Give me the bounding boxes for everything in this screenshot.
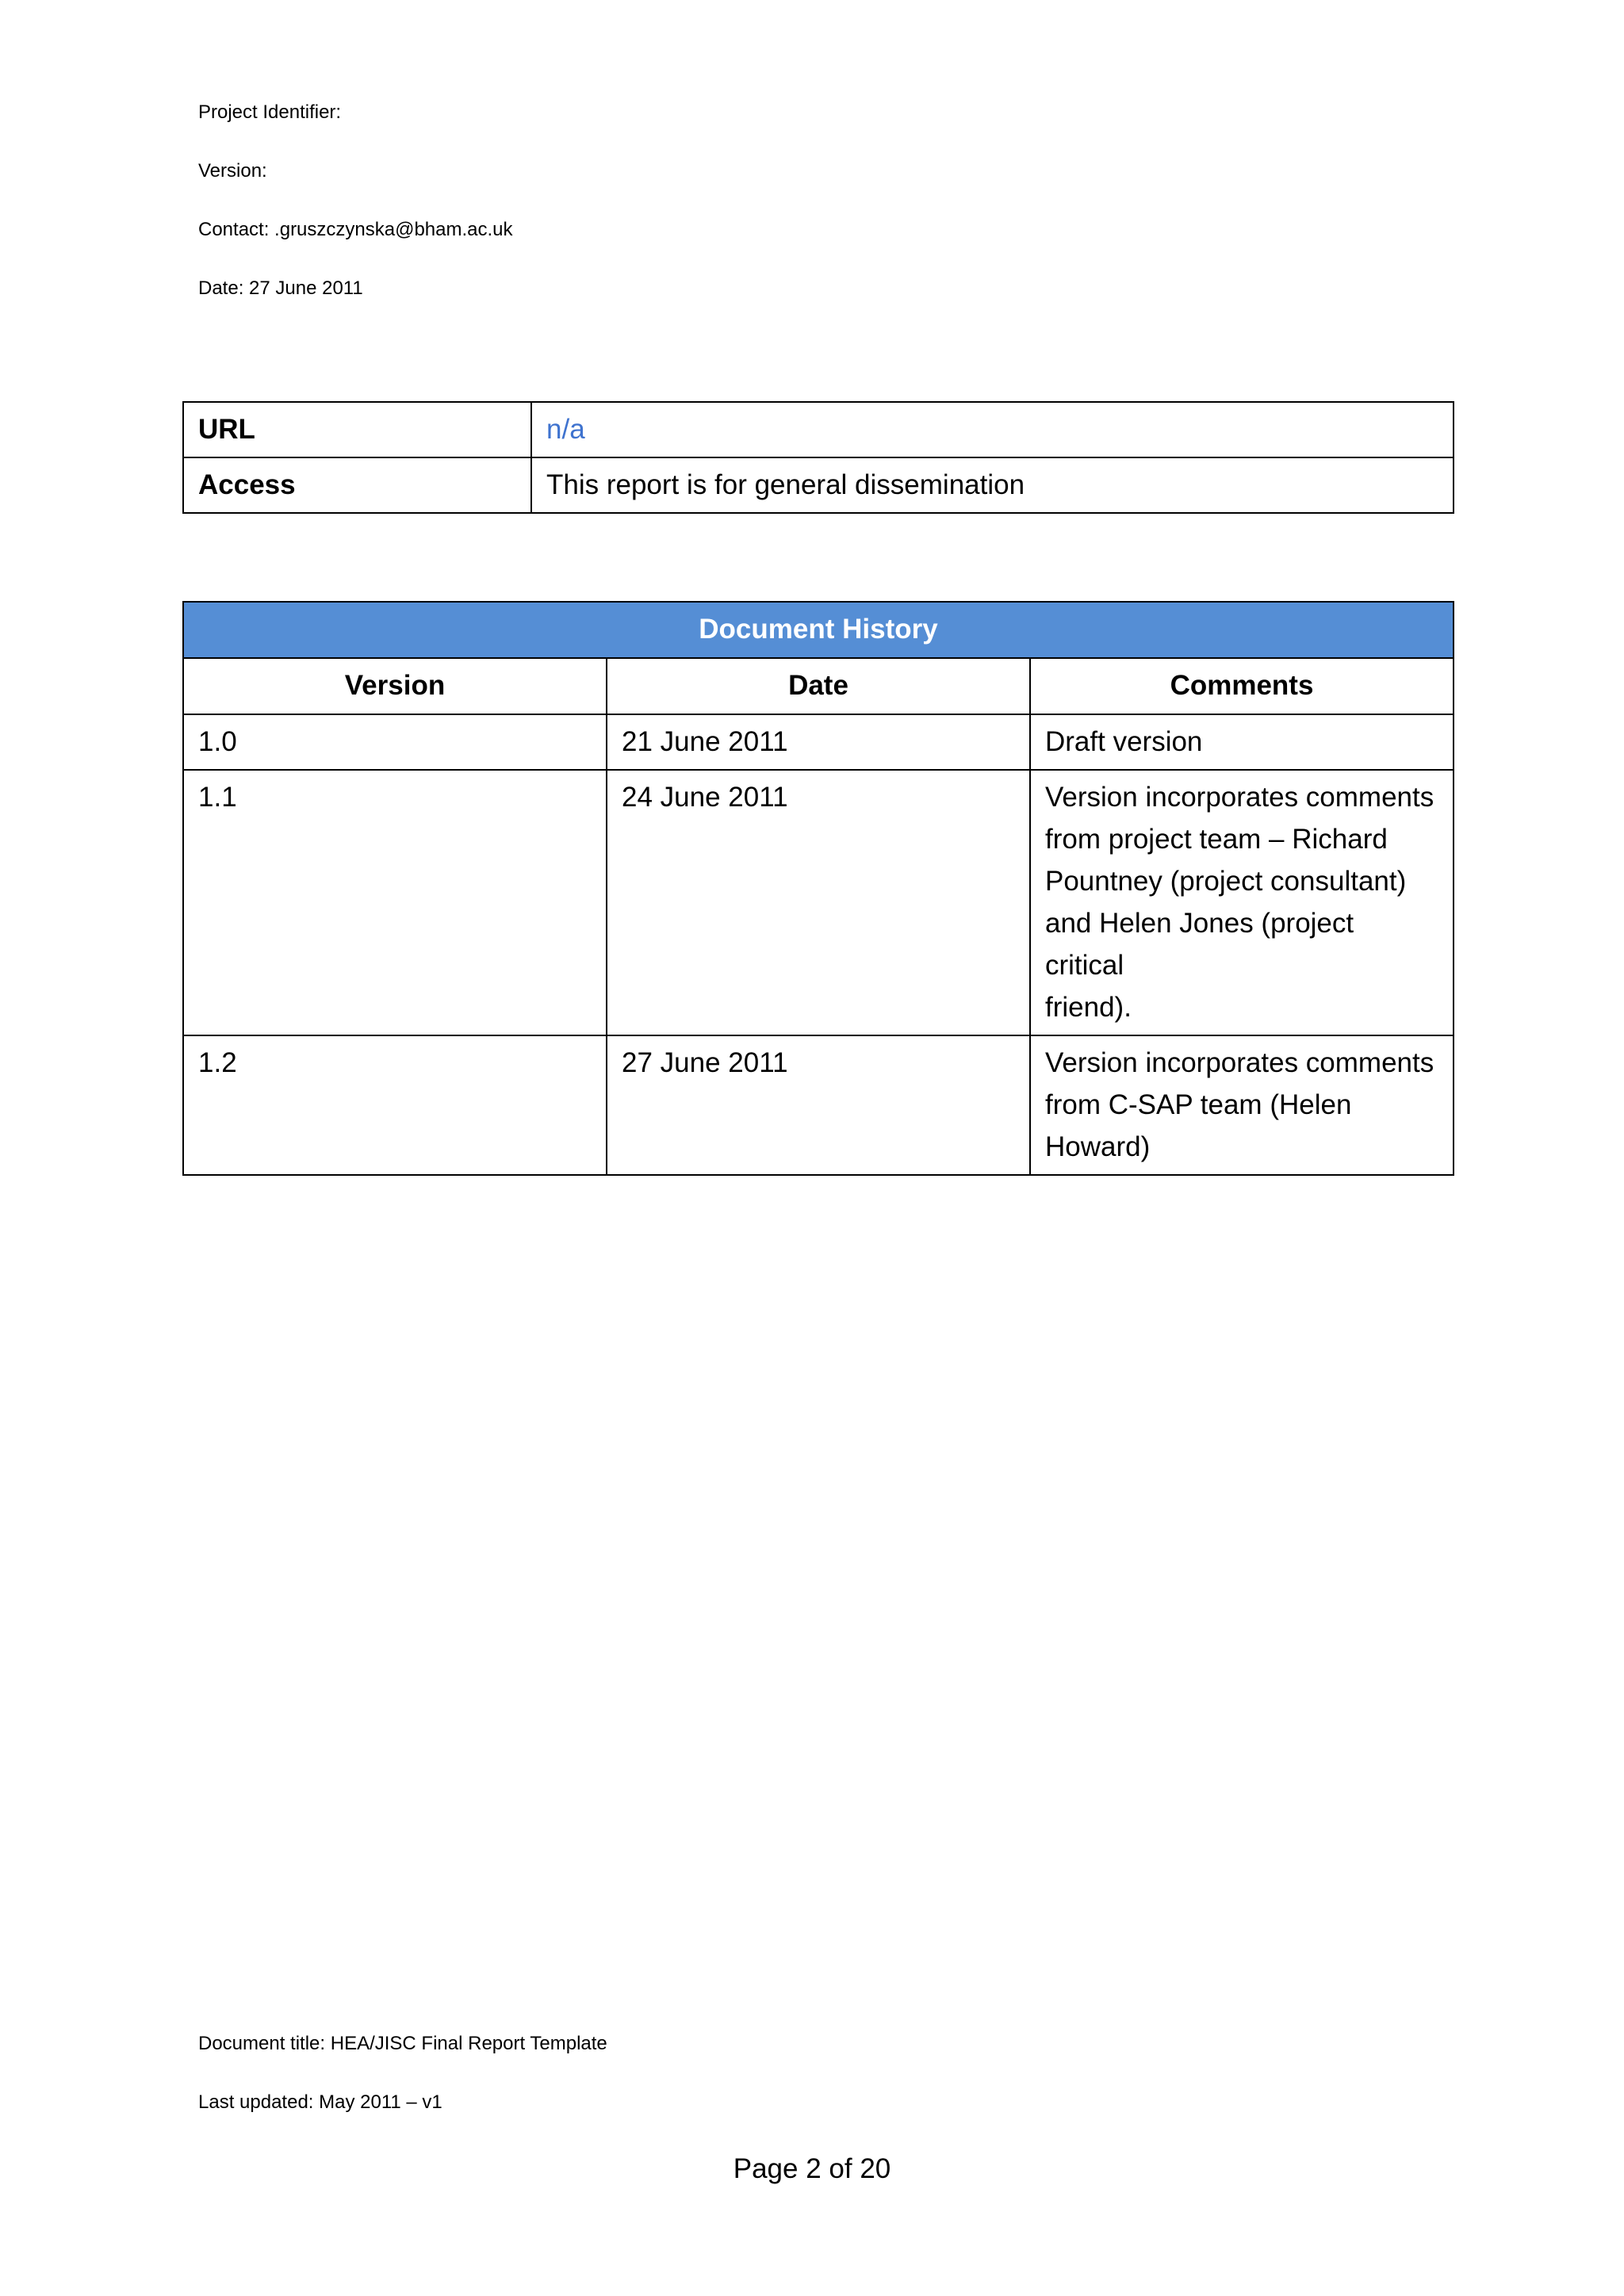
history-date-cell: 24 June 2011 xyxy=(607,770,1030,1035)
info-row-url xyxy=(183,402,1454,457)
info-table xyxy=(182,401,1454,514)
project-identifier-line: Project Identifier: xyxy=(198,101,342,123)
contact-line: Contact: .gruszczynska@bham.ac.uk xyxy=(198,219,513,240)
history-title-row xyxy=(183,602,1454,658)
date-line: Date: 27 June 2011 xyxy=(198,277,363,299)
comment-line: Howard) xyxy=(1045,1131,1151,1162)
info-value-access: This report is for general dissemination xyxy=(531,457,1454,513)
footer-last-updated: Last updated: May 2011 – v1 xyxy=(198,2091,442,2113)
info-value-url-link[interactable]: n/a xyxy=(531,402,1454,457)
table-row xyxy=(183,1035,1454,1175)
history-title: Document History xyxy=(183,602,1454,658)
history-date-cell: 21 June 2011 xyxy=(607,714,1030,770)
table-row xyxy=(183,714,1454,770)
comment-line: friend). xyxy=(1045,992,1132,1023)
page-number: Page 2 of 20 xyxy=(733,2153,891,2184)
comment-line: Version incorporates comments from C-SAP team (Helen xyxy=(1045,1047,1434,1120)
table-row xyxy=(183,770,1454,1035)
column-header-comments: Comments xyxy=(1030,658,1454,714)
history-comments-cell: Draft version xyxy=(1030,714,1454,770)
history-version-cell: 1.0 xyxy=(183,714,607,770)
version-line: Version: xyxy=(198,160,267,182)
info-label-access: Access xyxy=(183,457,531,513)
document-history-table xyxy=(182,601,1454,1176)
history-comments-cell xyxy=(1030,770,1454,1035)
comment-line: Version incorporates comments from project team – Richard xyxy=(1045,782,1434,855)
history-version-cell: 1.1 xyxy=(183,770,607,1035)
info-row-access xyxy=(183,457,1454,513)
column-header-version: Version xyxy=(183,658,607,714)
comment-line: Pountney (project consultant) and Helen Jones (project critical xyxy=(1045,866,1407,981)
footer-document-title: Document title: HEA/JISC Final Report Template xyxy=(198,2033,607,2054)
history-header-row xyxy=(183,658,1454,714)
history-comments-cell xyxy=(1030,1035,1454,1175)
info-label-url: URL xyxy=(183,402,531,457)
column-header-date: Date xyxy=(607,658,1030,714)
history-version-cell: 1.2 xyxy=(183,1035,607,1175)
history-date-cell: 27 June 2011 xyxy=(607,1035,1030,1175)
